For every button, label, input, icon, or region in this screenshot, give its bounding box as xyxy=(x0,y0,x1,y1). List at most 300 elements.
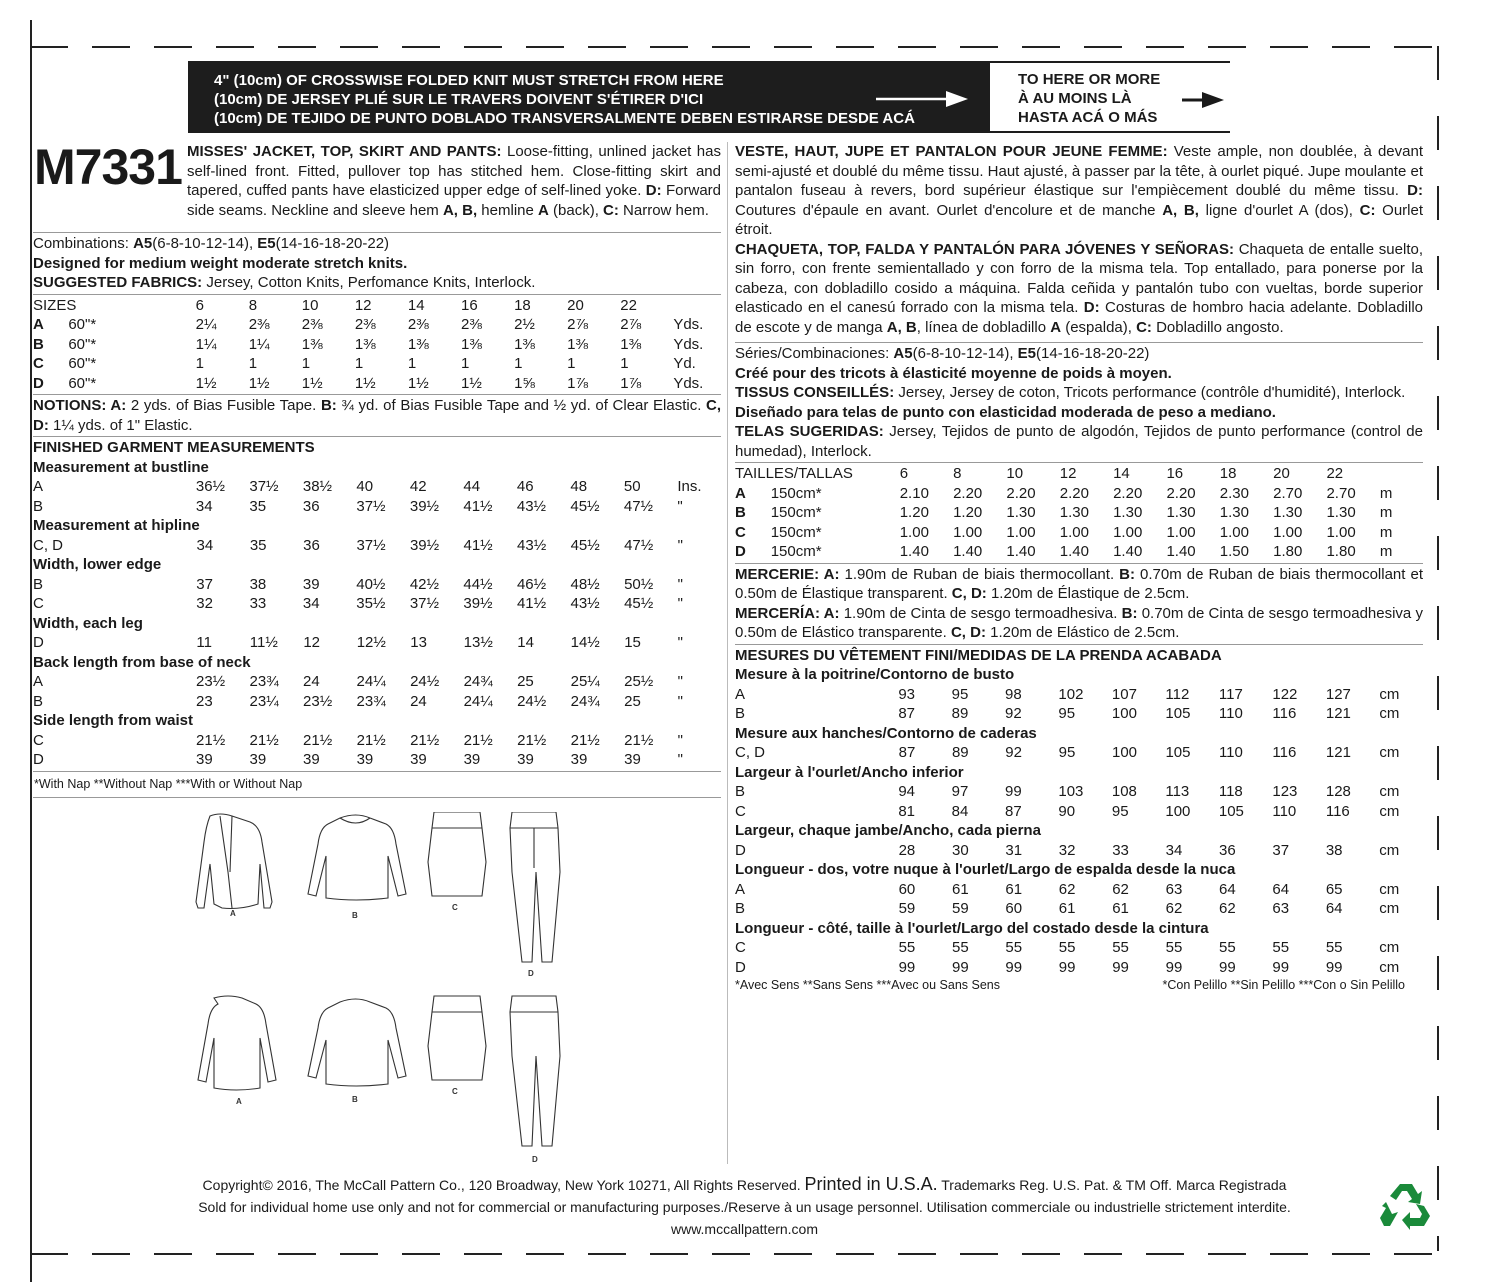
measurement-cell: 87 xyxy=(1005,802,1022,820)
measurement-cell: C, D xyxy=(735,744,765,761)
measurement-cell: 21½ xyxy=(517,731,547,749)
yardage-cell: C xyxy=(735,523,746,541)
measurement-cell: 92 xyxy=(1005,705,1022,722)
yardage-cell: 1⅝ xyxy=(514,374,535,392)
yardage-cell: 1 xyxy=(514,355,523,372)
measurement-cell: A xyxy=(33,673,44,690)
sketch-label: B xyxy=(352,1095,358,1104)
sketch-label: D xyxy=(532,1155,538,1164)
measurement-cell: cm xyxy=(1379,880,1400,898)
yardage-cell: 1.40 xyxy=(1006,543,1036,560)
english-description: MISSES' JACKET, TOP, SKIRT AND PANTS: Loose-fitting, unlined jacket has self-lined front. Fitted, pullover top has stitched hem. Close-fitting skirt and tapered, cuffed pants have elasticized upper edge of self-lined yoke. D: Forward side seams. Neckline and sleeve hem A, B, hemline A (back), C: Narrow hem. xyxy=(187,143,721,219)
measurement-cell: 117 xyxy=(1218,685,1243,703)
es-fabrics: TELAS SUGERIDAS: Jersey, Tejidos de punto de algodón, Tejidos de punto performance (control de humedad), Interlock. xyxy=(735,423,1423,460)
measurement-cell: 123 xyxy=(1272,783,1298,800)
measurement-cell: 39 xyxy=(570,751,588,768)
measurement-cell: 23¼ xyxy=(249,692,279,710)
yardage-cell: B xyxy=(33,335,44,353)
measurement-cell: C xyxy=(735,939,746,956)
pants-back-sketch xyxy=(510,996,560,1146)
measurement-cell: 99 xyxy=(1219,958,1236,976)
measurement-group-title: Largeur à l'ourlet/Ancho inferior xyxy=(735,763,964,781)
measurement-cell: 55 xyxy=(951,939,969,956)
yardage-cell: 1.00 xyxy=(953,523,983,541)
top-back-sketch xyxy=(308,999,406,1086)
measurement-cell: 37 xyxy=(196,575,213,593)
measurement-cell: 65 xyxy=(1325,880,1343,898)
measurement-cell: 38 xyxy=(1325,841,1343,859)
measurement-cell: 33 xyxy=(249,595,267,612)
measurement-cell: 59 xyxy=(898,900,916,917)
measurement-cell: C xyxy=(33,731,44,749)
yardage-cell: Yds. xyxy=(673,335,704,353)
yardage-cell: 2.20 xyxy=(953,484,983,502)
measurement-cell: " xyxy=(677,497,683,515)
size-header-cell: 16 xyxy=(461,296,478,314)
measurement-cell: 55 xyxy=(1112,939,1129,956)
yardage-cell: 1⅜ xyxy=(514,335,535,353)
yardage-row xyxy=(33,354,717,374)
measurement-cell: 99 xyxy=(1005,783,1022,800)
measurement-cell: 28 xyxy=(898,841,916,859)
measurement-cell: 25 xyxy=(624,692,641,710)
measurement-cell: 23¾ xyxy=(356,692,386,710)
measurement-cell: 39 xyxy=(410,751,427,768)
measurement-cell: 87 xyxy=(898,705,915,722)
measurement-cell: 35½ xyxy=(356,595,386,612)
yardage-cell: 2⅜ xyxy=(248,316,270,333)
yardage-cell: 1½ xyxy=(301,374,323,392)
yardage-cell: 1.80 xyxy=(1273,543,1303,560)
measurement-cell: 39½ xyxy=(409,497,440,515)
yardage-cell: 1.30 xyxy=(1006,504,1036,521)
measurement-cell: 98 xyxy=(1005,685,1022,703)
measurement-cell: 94 xyxy=(898,783,916,800)
yardage-cell: 2⅜ xyxy=(461,316,482,333)
measurement-cell: 92 xyxy=(1005,744,1022,761)
size-header-cell: 22 xyxy=(620,296,637,314)
measurement-cell: 21½ xyxy=(196,731,226,749)
measurement-cell: cm xyxy=(1379,705,1400,722)
measurement-cell: 61 xyxy=(1058,900,1076,917)
measurement-row xyxy=(735,743,1423,763)
measurement-cell: 13½ xyxy=(463,634,493,651)
cut-line-bottom xyxy=(30,1253,1440,1255)
measurement-cell: 116 xyxy=(1272,744,1297,761)
yardage-cell: 1.40 xyxy=(899,543,929,560)
measurement-cell: 36 xyxy=(1219,841,1236,859)
measurement-cell: C xyxy=(33,595,44,612)
french-spanish-column xyxy=(735,142,1423,994)
measurement-cell: 33 xyxy=(1112,841,1129,859)
yardage-cell: Yd. xyxy=(673,355,696,372)
yardage-cell: 1¼ xyxy=(248,335,270,353)
measurement-cell: 30 xyxy=(951,841,969,859)
measurement-cell: 39 xyxy=(303,751,320,768)
measurement-cell: 35 xyxy=(249,536,267,554)
measurement-cell: B xyxy=(735,705,746,722)
size-header-cell: 20 xyxy=(1273,465,1290,482)
yardage-cell: 2.70 xyxy=(1273,484,1303,502)
measurement-cell: 21½ xyxy=(303,731,333,749)
spanish-description: CHAQUETA, TOP, FALDA Y PANTALÓN PARA JÓVENES Y SEÑORAS: Chaqueta de entalle suelto, sin forro, con frente semientallado y con forro de la misma tela. Top entallado, para ponerse por la cabeza, con dobladillo cosido a máquina. Falda ceñida y pantalón tubo con vueltas, borde superior elasticado en el canesú forrado con la misma tela. D: Costuras de hombro hacia adelante. Dobladillo de escote y de manga A, B, línea de dobladillo A (espalda), C: Dobladillo angosto. xyxy=(735,240,1424,336)
yardage-cell: 2⅞ xyxy=(567,316,589,333)
measurement-cell: 103 xyxy=(1058,783,1084,800)
measurement-cell: 39 xyxy=(463,751,481,768)
measurement-cell: 61 xyxy=(951,880,969,898)
measurement-cell: " xyxy=(677,692,683,710)
measurement-cell: 43½ xyxy=(517,536,547,554)
measurement-cell: 35 xyxy=(249,497,267,515)
stretch-gauge-end: TO HERE OR MORE À AU MOINS LÀ HASTA ACÁ O MÁS xyxy=(990,63,1230,131)
measurement-cell: 21½ xyxy=(463,731,493,749)
measurement-cell: 113 xyxy=(1165,783,1190,800)
measurement-cell: " xyxy=(677,731,683,749)
size-header-cell: 8 xyxy=(953,465,962,482)
measurement-cell: 13 xyxy=(410,634,427,651)
stretch-gauge-banner xyxy=(188,61,1230,133)
measurement-cell: 44 xyxy=(463,478,481,495)
pants-front-sketch xyxy=(510,812,560,962)
measurement-cell: 55 xyxy=(1219,939,1236,956)
yardage-cell: 1.80 xyxy=(1326,543,1356,560)
measurement-table xyxy=(33,731,721,770)
yardage-cell: Yds. xyxy=(673,316,704,333)
measurement-cell: 63 xyxy=(1272,900,1290,917)
measurement-cell: 61 xyxy=(1112,900,1129,917)
measurement-row xyxy=(33,672,721,692)
measurement-cell: 36½ xyxy=(195,478,226,495)
fr-finished-measurements xyxy=(735,665,1423,977)
finished-measurements-title: FINISHED GARMENT MEASUREMENTS xyxy=(33,439,315,456)
yardage-cell: 2.70 xyxy=(1326,484,1356,502)
measurement-cell: 63 xyxy=(1165,880,1183,898)
measurement-cell: 46½ xyxy=(516,575,547,593)
size-header-cell: 14 xyxy=(1113,465,1130,482)
jacket-back-sketch xyxy=(198,996,276,1090)
measurement-cell: 41½ xyxy=(516,595,547,612)
yardage-cell: 1.40 xyxy=(1113,543,1143,560)
yardage-cell: 1.50 xyxy=(1219,543,1249,560)
measurement-group-title: Width, each leg xyxy=(33,614,143,632)
measurement-cell: 46 xyxy=(516,478,534,495)
yardage-cell: 1.00 xyxy=(1166,523,1196,541)
measurement-cell: 43½ xyxy=(516,497,547,515)
yardage-cell: 1⅜ xyxy=(301,335,323,353)
measurement-cell: cm xyxy=(1379,744,1400,761)
measurement-cell: D xyxy=(735,958,746,976)
measurement-cell: 21½ xyxy=(356,731,386,749)
measurement-cell: 25¼ xyxy=(570,673,600,690)
right-arrow-icon xyxy=(876,89,968,109)
measurement-cell: 24¼ xyxy=(356,673,386,690)
measurement-cell: cm xyxy=(1379,958,1400,976)
measurement-cell: 128 xyxy=(1325,783,1351,800)
measurement-cell: 110 xyxy=(1272,802,1297,820)
cut-line-right xyxy=(1437,46,1439,1251)
measurement-row xyxy=(735,880,1423,900)
measurement-cell: 23¾ xyxy=(249,673,279,690)
measurement-cell: 34 xyxy=(302,595,320,612)
measurement-cell: 100 xyxy=(1165,802,1191,820)
measurement-cell: 59 xyxy=(951,900,969,917)
measurement-cell: 21½ xyxy=(249,731,279,749)
size-header-cell: 8 xyxy=(248,296,258,314)
recycle-icon xyxy=(1380,1180,1432,1230)
yardage-cell: 1.30 xyxy=(1166,504,1196,521)
nap-note-fr-es: *Avec Sens **Sans Sens ***Avec ou Sans Sens *Con Pelillo **Sin Pelillo ***Con o Sin Pelillo xyxy=(735,978,1405,992)
measurement-cell: 99 xyxy=(951,958,969,976)
yardage-row xyxy=(33,335,717,355)
yardage-cell: 1⅜ xyxy=(620,335,642,353)
measurement-cell: cm xyxy=(1379,939,1400,956)
measurement-cell: 42½ xyxy=(409,575,440,593)
measurement-cell: 36 xyxy=(302,497,320,515)
measurement-cell: 48 xyxy=(570,478,588,495)
measurement-row xyxy=(33,594,721,614)
size-header-cell: 14 xyxy=(407,296,425,314)
measurement-cell: 64 xyxy=(1219,880,1236,898)
sketch-label: D xyxy=(528,969,534,978)
yardage-cell: 1 xyxy=(301,355,311,372)
fr-fabrics: TISSUS CONSEILLÉS: Jersey, Jersey de coton, Tricots performance (contrôle d'humidité), Interlock. xyxy=(735,384,1406,401)
measurement-group-title: Longueur - côté, taille à l'ourlet/Largo del costado desde la cintura xyxy=(735,919,1209,937)
measurement-cell: 99 xyxy=(1058,958,1076,976)
yardage-row xyxy=(33,315,717,335)
measurement-cell: 36 xyxy=(303,536,320,554)
measurement-cell: 110 xyxy=(1218,744,1243,761)
measurement-cell: 39 xyxy=(302,575,320,593)
measurement-cell: 99 xyxy=(1112,958,1129,976)
size-header-cell: 10 xyxy=(1006,465,1024,482)
measurement-group-title: Measurement at hipline xyxy=(33,517,200,534)
measurement-cell: 38½ xyxy=(302,478,333,495)
measurement-group-title: Back length from base of neck xyxy=(33,653,251,671)
measurement-cell: B xyxy=(735,900,746,917)
yardage-cell: 1.00 xyxy=(899,523,929,541)
measurement-cell: 50½ xyxy=(624,575,654,593)
measurement-row xyxy=(735,958,1423,978)
yardage-cell: 2.10 xyxy=(899,484,929,502)
yardage-cell: m xyxy=(1379,523,1393,541)
measurement-table xyxy=(33,633,721,653)
size-header-cell: 22 xyxy=(1326,465,1344,482)
measurement-cell: 116 xyxy=(1325,802,1350,820)
measurement-cell: 23½ xyxy=(196,673,226,690)
measurement-cell: " xyxy=(677,575,683,593)
yardage-cell: 1.40 xyxy=(953,543,983,560)
measurement-cell: 47½ xyxy=(623,497,654,515)
yardage-cell: 1.30 xyxy=(1273,504,1303,521)
measurement-cell: 24½ xyxy=(517,692,547,710)
measurement-cell: 121 xyxy=(1325,705,1351,722)
skirt-front-sketch xyxy=(428,812,486,896)
measurement-cell: 55 xyxy=(1005,939,1023,956)
yardage-cell: 1⅞ xyxy=(567,374,589,392)
combinations: Combinations: A5(6-8-10-12-14), E5(14-16-18-20-22) xyxy=(33,235,390,252)
measurement-group-title: Side length from waist xyxy=(33,712,194,729)
measurement-cell: 14½ xyxy=(570,634,600,651)
yardage-cell: 2¼ xyxy=(195,316,217,333)
yardage-cell: m xyxy=(1379,504,1393,521)
measurement-row xyxy=(33,692,721,712)
yardage-cell: 1.30 xyxy=(1113,504,1143,521)
es-designed-for: Diseñado para telas de punto con elasticidad moderada de peso a mediano. xyxy=(735,403,1276,421)
yardage-cell: 2.30 xyxy=(1219,484,1249,502)
yardage-cell: 1 xyxy=(354,355,364,372)
yardage-cell: 1.00 xyxy=(1113,523,1143,541)
yardage-cell: C xyxy=(33,355,44,372)
measurement-cell: 38 xyxy=(249,575,267,593)
sketch-label: A xyxy=(230,909,236,918)
measurement-cell: 24 xyxy=(410,692,427,710)
size-header-cell: 18 xyxy=(1219,465,1237,482)
yardage-cell: 1.40 xyxy=(1059,543,1089,560)
measurement-cell: 60 xyxy=(1005,900,1023,917)
yardage-row xyxy=(735,523,1423,543)
measurement-cell: 37 xyxy=(1272,841,1290,859)
size-header-cell: 12 xyxy=(1059,465,1077,482)
measurement-cell: D xyxy=(33,634,44,651)
size-header-cell: 6 xyxy=(195,296,204,314)
measurement-cell: 45½ xyxy=(570,497,600,515)
measurement-row xyxy=(33,633,721,653)
measurement-cell: cm xyxy=(1379,685,1400,703)
measurement-cell: 12½ xyxy=(356,634,386,651)
yardage-cell: 1 xyxy=(248,355,258,372)
measurement-row xyxy=(33,750,721,770)
measurement-row xyxy=(735,802,1423,822)
nap-note: *With Nap **Without Nap ***With or Without Nap xyxy=(34,776,303,791)
measurement-cell: Ins. xyxy=(677,478,702,495)
yardage-cell: 1⅜ xyxy=(407,335,429,353)
fr-finished-measurements-title: MESURES DU VÊTEMENT FINI/MEDIDAS DE LA PRENDA ACABADA xyxy=(735,646,1222,664)
measurement-cell: 21½ xyxy=(570,731,600,749)
measurement-cell: 34 xyxy=(196,536,214,554)
measurement-cell: 39 xyxy=(196,751,213,768)
measurement-cell: 95 xyxy=(951,685,969,703)
measurement-cell: 24¾ xyxy=(463,673,493,690)
measurement-row xyxy=(33,536,721,556)
measurement-row xyxy=(33,497,721,517)
measurement-row xyxy=(33,575,721,595)
sketch-label: C xyxy=(452,903,458,912)
top-front-sketch xyxy=(308,815,406,900)
measurement-cell: 89 xyxy=(951,744,969,761)
yardage-cell: 1.00 xyxy=(1219,523,1249,541)
measurement-cell: 121 xyxy=(1325,744,1351,761)
measurement-group-title: Largeur, chaque jambe/Ancho, cada pierna xyxy=(735,822,1041,839)
measurement-cell: 95 xyxy=(1111,802,1129,820)
measurement-cell: 95 xyxy=(1058,705,1076,722)
measurement-cell: 23½ xyxy=(303,692,333,710)
size-header-cell: 20 xyxy=(567,296,584,314)
measurement-table xyxy=(735,782,1423,821)
size-header-cell xyxy=(673,296,717,316)
measurement-cell: " xyxy=(677,536,683,554)
measurement-cell: 25½ xyxy=(624,673,654,690)
yardage-cell: 2⅜ xyxy=(354,316,376,333)
yardage-cell: 1.20 xyxy=(953,504,983,521)
measurement-cell: 24 xyxy=(303,673,320,690)
measurement-cell: 100 xyxy=(1111,744,1138,761)
measurement-cell: 90 xyxy=(1058,802,1076,820)
measurement-cell: " xyxy=(677,751,683,768)
measurement-cell: 45½ xyxy=(624,595,654,612)
measurement-cell: 23 xyxy=(196,692,213,710)
measurement-cell: 112 xyxy=(1165,685,1190,703)
measurement-cell: 24½ xyxy=(410,673,440,690)
measurement-cell: 32 xyxy=(1058,841,1076,859)
measurement-cell: 41½ xyxy=(463,497,493,515)
fr-designed-for: Créé pour des tricots à élasticité moyenne de poids à moyen. xyxy=(735,364,1172,382)
measurement-cell: 50 xyxy=(623,478,641,495)
measurement-cell: 31 xyxy=(1005,841,1023,859)
yardage-cell: 60"* xyxy=(68,374,97,392)
measurement-cell: 15 xyxy=(624,634,641,651)
measurement-cell: 97 xyxy=(951,783,969,800)
yardage-cell: D xyxy=(33,374,44,392)
yardage-cell: 150cm* xyxy=(770,484,822,502)
yardage-row xyxy=(33,374,717,394)
measurement-row xyxy=(735,938,1423,958)
measurement-cell: 37½ xyxy=(249,478,279,495)
measurement-table xyxy=(33,536,721,556)
measurement-cell: 93 xyxy=(898,685,915,703)
measurement-row xyxy=(735,841,1423,861)
measurement-cell: 24¾ xyxy=(570,692,600,710)
measurement-cell: 95 xyxy=(1058,744,1076,761)
measurement-cell: 55 xyxy=(1165,939,1183,956)
measurement-cell: 41½ xyxy=(463,536,493,554)
measurement-cell: A xyxy=(33,478,44,495)
measurement-cell: B xyxy=(33,497,44,515)
mercerie: MERCERIE: A: 1.90m de Ruban de biais thermocollant. B: 0.70m de Ruban de biais thermocollant et 0.50m de Élastique transparent. C, D: 1.20m de Élastique de 2.5cm. xyxy=(735,565,1424,602)
measurement-cell: 32 xyxy=(196,595,213,612)
measurement-cell: 55 xyxy=(1058,939,1076,956)
measurement-cell: 87 xyxy=(898,744,916,761)
english-column xyxy=(33,139,721,799)
measurement-cell: 43½ xyxy=(570,595,600,612)
measurement-table xyxy=(735,743,1423,763)
yardage-cell: 1⅜ xyxy=(461,335,482,353)
measurement-cell: 108 xyxy=(1111,783,1137,800)
yardage-cell: 1 xyxy=(567,355,576,372)
sketch-label: B xyxy=(352,911,358,920)
measurement-cell: 40½ xyxy=(356,575,386,593)
yardage-cell: 1.30 xyxy=(1326,504,1356,521)
yardage-cell: 1½ xyxy=(195,374,217,392)
cut-line-left xyxy=(30,20,32,1282)
french-description: VESTE, HAUT, JUPE ET PANTALON POUR JEUNE FEMME: Veste ample, non doublée, à devant semi-ajusté et doublé du même tissu. Haut ajusté, à passer par la tête, à ourlet piqué. Jupe moulante et pantalon fuseau à revers, bord supérieur élastique sur l'empiècement doublé du même tissu. D: Coutures d'épaule en avant. Ourlet d'encolure et de manche A, B, ligne d'ourlet A (dos), C: Ourlet étroit. xyxy=(735,143,1423,238)
yardage-cell: B xyxy=(735,504,746,521)
measurement-cell: cm xyxy=(1379,900,1400,917)
measurement-cell: 110 xyxy=(1218,705,1243,722)
series-combinations: Séries/Combinaciones: A5(6-8-10-12-14), E5(14-16-18-20-22) xyxy=(735,345,1150,362)
yardage-cell: 2.20 xyxy=(1166,484,1196,502)
yardage-cell: 1 xyxy=(407,355,417,372)
yardage-cell: 1⅞ xyxy=(620,374,642,392)
measurement-group-title: Measurement at bustline xyxy=(33,458,209,476)
yardage-cell: 1¼ xyxy=(195,335,217,353)
measurement-cell: 105 xyxy=(1218,802,1244,820)
size-header-cell: 12 xyxy=(354,296,372,314)
yardage-cell: 1⅜ xyxy=(567,335,589,353)
measurement-cell: 12 xyxy=(303,634,321,651)
measurement-row xyxy=(735,685,1423,705)
measurement-cell: 11½ xyxy=(249,634,278,651)
yardage-cell: 2.20 xyxy=(1059,484,1089,502)
